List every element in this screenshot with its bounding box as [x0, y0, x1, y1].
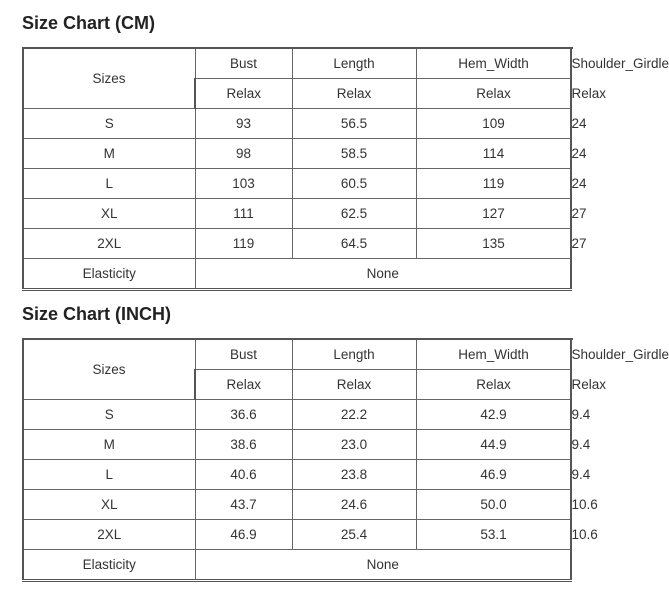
fit-length: Relax: [292, 370, 416, 400]
header-row: Sizes Bust Length Hem_Width Shoulder_Girdle: [23, 339, 571, 370]
bust-value: 43.7: [195, 490, 292, 520]
fit-hem-width: Relax: [416, 79, 571, 109]
size-chart-inch-title: Size Chart (INCH): [22, 304, 172, 324]
size-label: XL: [23, 199, 195, 229]
size-label: M: [23, 139, 195, 169]
table-row: S 36.6 22.2 42.9 9.4: [23, 400, 571, 430]
elasticity-label: Elasticity: [23, 550, 195, 581]
hem-width-value: 109: [416, 109, 571, 139]
sizes-header: Sizes: [23, 339, 195, 400]
bust-value: 38.6: [195, 430, 292, 460]
hem-width-value: 127: [416, 199, 571, 229]
hem-width-value: 114: [416, 139, 571, 169]
table-row: S 93 56.5 109 24: [23, 109, 571, 139]
table-row: 2XL 46.9 25.4 53.1 10.6: [23, 520, 571, 550]
column-header-bust: Bust: [195, 339, 292, 370]
column-header-length: Length: [292, 339, 416, 370]
size-label: L: [23, 169, 195, 199]
table-row: M 98 58.5 114 24: [23, 139, 571, 169]
hem-width-value: 50.0: [416, 490, 571, 520]
hem-width-value: 53.1: [416, 520, 571, 550]
size-chart-cm-table: [22, 47, 669, 291]
column-header-bust: Bust: [195, 48, 292, 79]
fit-row: Relax Relax Relax Relax: [23, 370, 571, 400]
size-chart-cm-title: Size Chart (CM): [22, 13, 156, 33]
bust-value: 40.6: [195, 460, 292, 490]
length-value: 64.5: [292, 229, 416, 259]
fit-length: Relax: [292, 79, 416, 109]
size-label: XL: [23, 490, 195, 520]
length-value: 62.5: [292, 199, 416, 229]
bust-value: 93: [195, 109, 292, 139]
elasticity-value: None: [195, 550, 571, 581]
size-chart-inch-table: [22, 338, 669, 582]
table-row: XL 43.7 24.6 50.0 10.6: [23, 490, 571, 520]
bust-value: 103: [195, 169, 292, 199]
table-row: L 103 60.5 119 24: [23, 169, 571, 199]
table-row: 2XL 119 64.5 135 27: [23, 229, 571, 259]
hem-width-value: 119: [416, 169, 571, 199]
fit-row: Relax Relax Relax Relax: [23, 79, 571, 109]
header-row: Sizes Bust Length Hem_Width Shoulder_Girdle: [23, 48, 571, 79]
column-header-length: Length: [292, 48, 416, 79]
column-header-hem-width: Hem_Width: [416, 339, 571, 370]
hem-width-value: 135: [416, 229, 571, 259]
length-value: 23.0: [292, 430, 416, 460]
table-row: L 40.6 23.8 46.9 9.4: [23, 460, 571, 490]
hem-width-value: 44.9: [416, 430, 571, 460]
bust-value: 36.6: [195, 400, 292, 430]
length-value: 58.5: [292, 139, 416, 169]
bust-value: 46.9: [195, 520, 292, 550]
hem-width-value: 46.9: [416, 460, 571, 490]
fit-bust: Relax: [195, 79, 292, 109]
table-row: XL 111 62.5 127 27: [23, 199, 571, 229]
table-row: M 38.6 23.0 44.9 9.4: [23, 430, 571, 460]
size-label: L: [23, 460, 195, 490]
length-value: 60.5: [292, 169, 416, 199]
elasticity-label: Elasticity: [23, 259, 195, 290]
size-label: 2XL: [23, 229, 195, 259]
size-label: S: [23, 109, 195, 139]
length-value: 23.8: [292, 460, 416, 490]
bust-value: 119: [195, 229, 292, 259]
length-value: 56.5: [292, 109, 416, 139]
length-value: 22.2: [292, 400, 416, 430]
length-value: 24.6: [292, 490, 416, 520]
fit-bust: Relax: [195, 370, 292, 400]
length-value: 25.4: [292, 520, 416, 550]
size-label: 2XL: [23, 520, 195, 550]
elasticity-row: [23, 259, 571, 290]
elasticity-row: [23, 550, 571, 581]
bust-value: 111: [195, 199, 292, 229]
column-header-hem-width: Hem_Width: [416, 48, 571, 79]
elasticity-value: None: [195, 259, 571, 290]
sizes-header: Sizes: [23, 48, 195, 109]
size-label: S: [23, 400, 195, 430]
fit-hem-width: Relax: [416, 370, 571, 400]
hem-width-value: 42.9: [416, 400, 571, 430]
bust-value: 98: [195, 139, 292, 169]
size-label: M: [23, 430, 195, 460]
